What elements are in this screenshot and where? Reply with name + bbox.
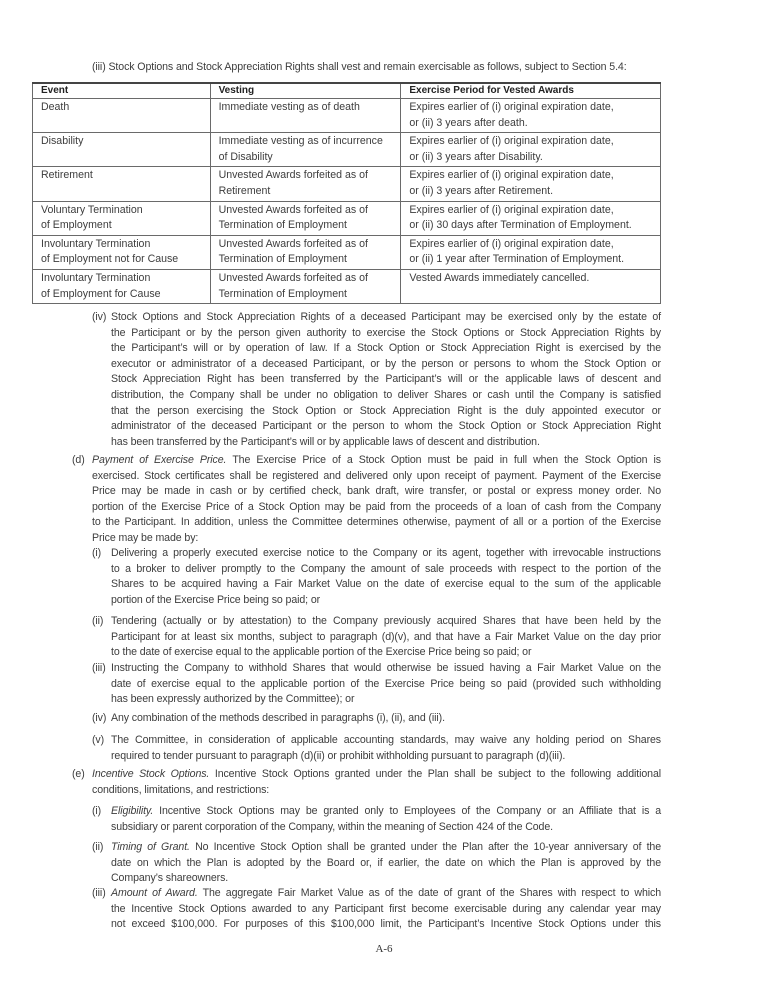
table-row [33,235,661,269]
event-cell: Involuntary Termination of Employment for Cause [33,269,211,303]
section-body: Payment of Exercise Price. The Exercise Price of a Stock Option must be paid in full when the Stock Option is exercised. Stock certificates shall be registered and delivered only upon receipt of payment. Payment of the Exercise Price may be made in cash or by certified check, bank draft, wire transfer, or postal or express money order. No portion of the Exercise Price of a Stock Option may be paid from the proceeds of a loan of cash from the Company to the Participant. In addition, unless the Committee determines otherwise, payment of all or a portion of the Exercise Price may be made by: [92,454,661,544]
table-header-row [33,83,661,99]
exercise-cell: Expires earlier of (i) original expiration date, or (ii) 3 years after Retirement. [401,167,661,201]
list-item: Instructing the Company to withhold Shares that would otherwise be issued having a Fair Market Value on the date of exercise equal to the applicable portion of the Exercise Price being so paid (provided such withholding has been expressly authorized by the Committee); or [111,662,661,706]
exercise-cell: Expires earlier of (i) original expiration date, or (ii) 3 years after death. [401,99,661,133]
intro-label: (iii) [92,61,106,73]
exercise-cell: Expires earlier of (i) original expiration date, or (ii) 3 years after Disability. [401,133,661,167]
vesting-cell: Unvested Awards forfeited as of Retirement [210,167,401,201]
event-cell: Death [33,99,211,133]
list-item: Delivering a properly executed exercise notice to the Company or its agent, together with irrevocable instructions to a broker to deliver promptly to the Company the amount of sale proceeds with respect to the portion of the Shares to be acquired having a Fair Market Value on the date of exercise equal to the sum of the applicable portion of the Exercise Price being so paid; or [111,547,661,606]
list-item: The Committee, in consideration of applicable accounting standards, may waive any holding period on Shares required to tender pursuant to paragraph (d)(ii) or prohibit withholding pursuant to paragraph (d)(iii). [111,734,661,762]
table-row [33,201,661,235]
vesting-table [32,82,661,304]
page-number: A-6 [375,943,393,955]
paragraph-body: Stock Options and Stock Appreciation Rights of a deceased Participant may be exercised only by the estate of the Participant or by the person given authority to exercise the Stock Options or Stock Appreciation Rights by the Participant’s will or by operation of law. If a Stock Option or Stock Appreciation Right is exercised by the executor or administrator of a deceased Participant, or by the person or persons to whom the Stock Option or Stock Appreciation Right has been transferred by the Participant’s will or the applicable laws of descent and distribution, the Company shall be under no obligation to deliver Shares or cash until the Company is satisfied that the person exercising the Stock Option or Stock Appreciation Right is the duly appointed executor or administrator of the deceased Participant or the person to whom the Stock Option or Stock Appreciation Right has been transferred by the Participant’s will or by applicable laws of descent and distribution. [111,311,661,448]
section-body: Incentive Stock Options. Incentive Stock Options granted under the Plan shall be subject to the following additional conditions, limitations, and restrictions: [92,768,661,796]
header-exercise-period: Exercise Period for Vested Awards [401,83,661,99]
event-cell: Involuntary Termination of Employment not for Cause [33,235,211,269]
list-item: Eligibility. Incentive Stock Options may be granted only to Employees of the Company or an Affiliate that is a subsidiary or parent corporation of the Company, within the meaning of Section 424 of the Code. [111,805,661,833]
list-item: Tendering (actually or by attestation) to the Company previously acquired Shares that have been held by the Participant for at least six months, subject to paragraph (d)(v), and that have a Fair Market Value on the day prior to the date of exercise equal to the applicable portion of the Exercise Price being so paid; or [111,615,661,659]
item-title: Eligibility. [111,805,154,817]
section-title: Incentive Stock Options. [92,768,210,780]
item-label: (iii) [92,662,106,674]
section-label: (e) [72,768,85,780]
item-label: (i) [92,805,102,817]
item-title: Timing of Grant. [111,841,190,853]
table-row [33,269,661,303]
vesting-cell: Unvested Awards forfeited as of Termination of Employment [210,235,401,269]
item-label: (v) [92,734,105,746]
section-label: (d) [72,454,85,466]
event-cell: Voluntary Termination of Employment [33,201,211,235]
header-vesting: Vesting [210,83,401,99]
item-label: (iv) [92,712,107,724]
header-event: Event [33,83,211,99]
item-title: Amount of Award. [111,887,198,899]
section-title: Payment of Exercise Price. [92,454,227,466]
table-row [33,167,661,201]
item-label: (ii) [92,841,104,853]
item-label: (i) [92,547,102,559]
intro-paragraph [92,60,672,76]
exercise-cell: Vested Awards immediately cancelled. [401,269,661,303]
intro-text: Stock Options and Stock Appreciation Rights shall vest and remain exercisable as follows, subject to Section 5.4: [108,61,627,73]
vesting-cell: Immediate vesting as of incurrence of Disability [210,133,401,167]
vesting-cell: Unvested Awards forfeited as of Termination of Employment [210,269,401,303]
table-row [33,99,661,133]
list-item: Any combination of the methods described in paragraphs (i), (ii), and (iii). [111,712,445,724]
exercise-cell: Expires earlier of (i) original expiration date, or (ii) 1 year after Termination of Employment. [401,235,661,269]
exercise-cell: Expires earlier of (i) original expiration date, or (ii) 30 days after Termination of Employment. [401,201,661,235]
list-item: Timing of Grant. No Incentive Stock Option shall be granted under the Plan after the 10-year anniversary of the date on which the Plan is adopted by the Board or, if earlier, the date on which the Plan is approved by the Company’s shareowners. [111,841,661,885]
list-item: Amount of Award. The aggregate Fair Market Value as of the date of grant of the Shares with respect to which the Incentive Stock Options awarded to any Participant first become exercisable during any calendar year may not exceed $100,000. For purposes of this $100,000 limit, the Participant’s Incentive Stock Options under this [111,887,661,931]
item-label: (ii) [92,615,104,627]
vesting-cell: Immediate vesting as of death [210,99,401,133]
event-cell: Disability [33,133,211,167]
event-cell: Retirement [33,167,211,201]
paragraph-label: (iv) [92,311,107,323]
vesting-cell: Unvested Awards forfeited as of Termination of Employment [210,201,401,235]
table-row [33,133,661,167]
item-label: (iii) [92,887,106,899]
